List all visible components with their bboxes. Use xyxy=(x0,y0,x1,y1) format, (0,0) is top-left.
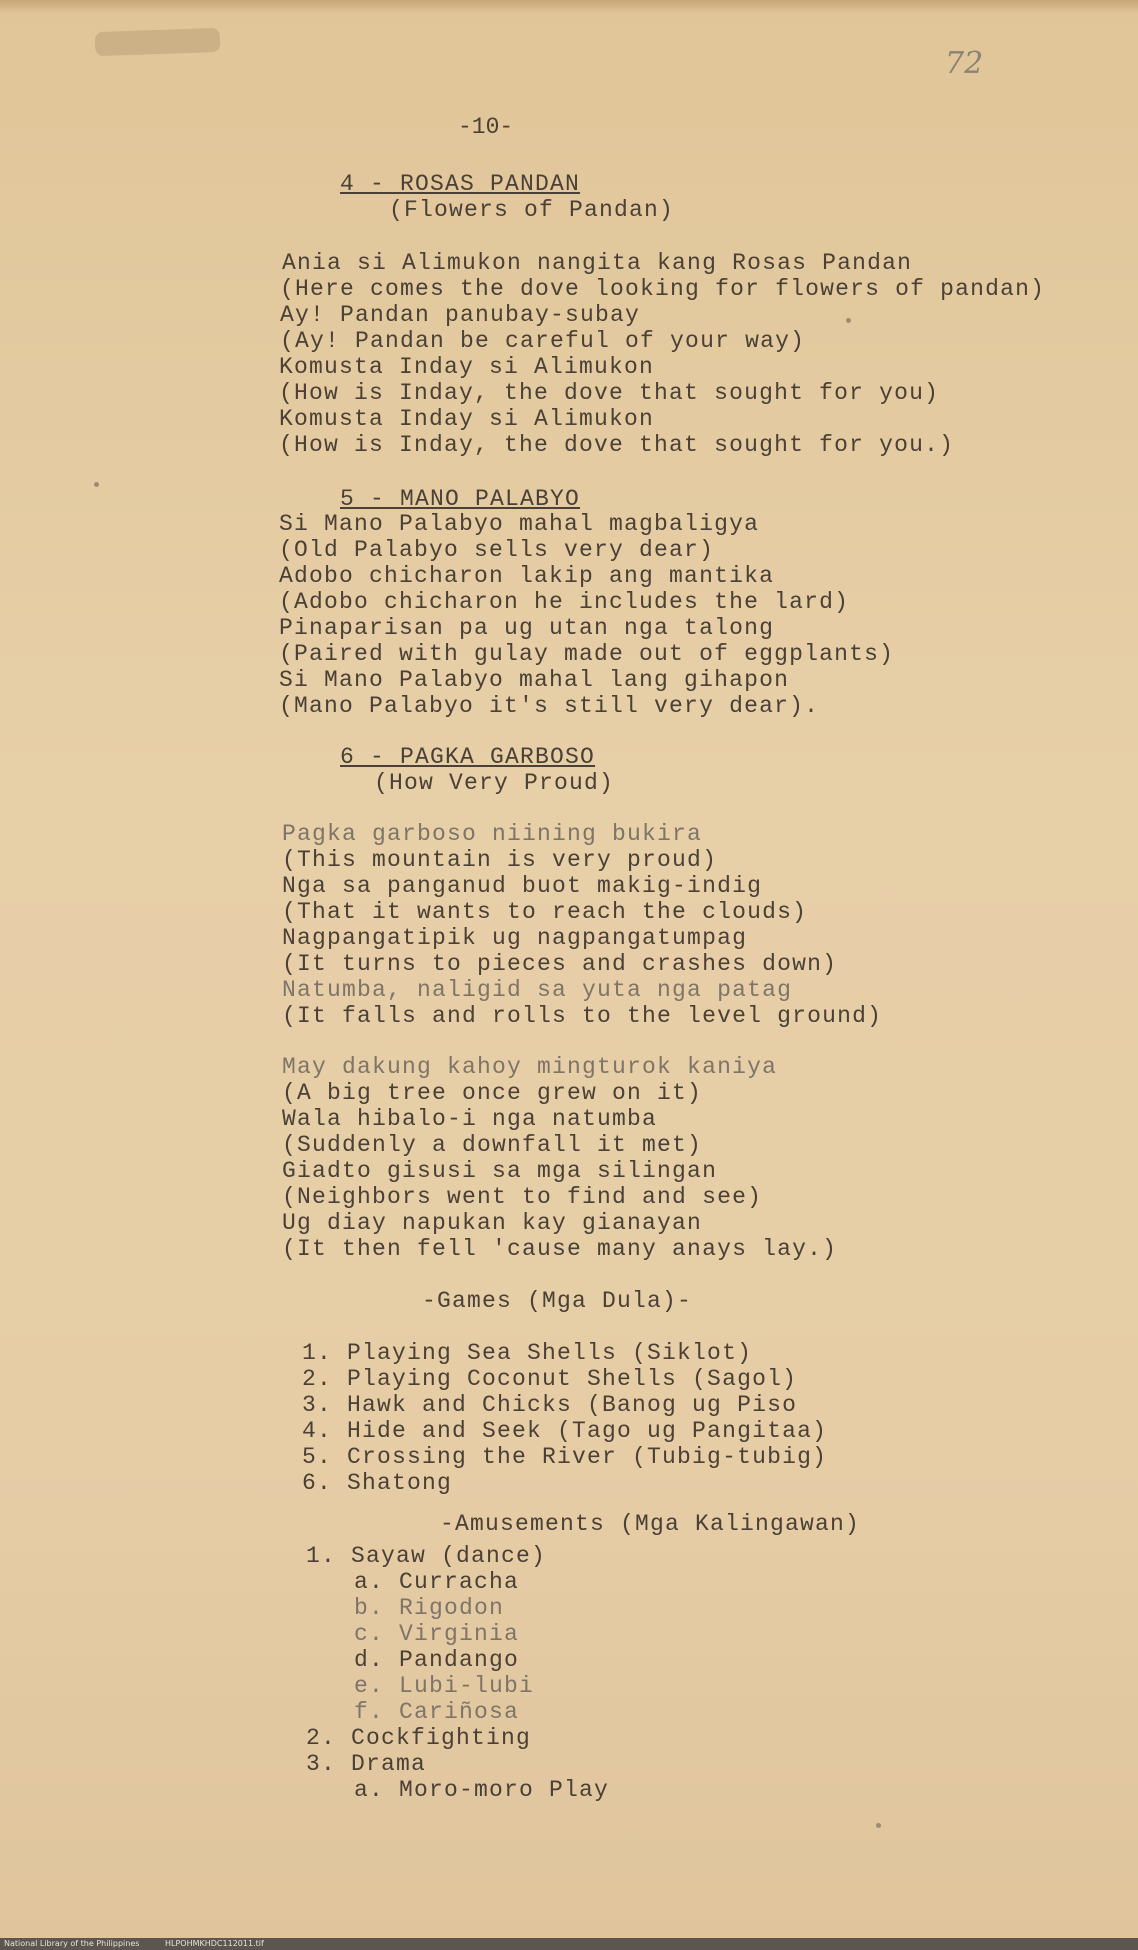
games-heading: -Games (Mga Dula)- xyxy=(422,1288,693,1314)
song-4-line: Ania si Alimukon nangita kang Rosas Pandan xyxy=(282,250,913,276)
games-item: 5. Crossing the River (Tubig-tubig) xyxy=(302,1444,828,1470)
song-4-line: (How is Inday, the dove that sought for you.) xyxy=(279,432,955,458)
song-4-line: (How is Inday, the dove that sought for you) xyxy=(279,380,940,406)
song-6-line: Giadto gisusi sa mga silingan xyxy=(282,1158,718,1184)
song-6-line: Ug diay napukan kay gianayan xyxy=(282,1210,703,1236)
scan-footer xyxy=(0,1938,1138,1950)
page-number: -10- xyxy=(458,114,514,140)
song-5-heading: 5 - MANO PALABYO xyxy=(340,486,581,512)
song-6-line: (It turns to pieces and crashes down) xyxy=(282,951,838,977)
games-item: 4. Hide and Seek (Tago ug Pangitaa) xyxy=(302,1418,828,1444)
song-6-line: (It falls and rolls to the level ground) xyxy=(282,1003,883,1029)
games-item: 1. Playing Sea Shells (Siklot) xyxy=(302,1340,753,1366)
song-6-line: (This mountain is very proud) xyxy=(282,847,718,873)
games-item: 3. Hawk and Chicks (Banog ug Piso xyxy=(302,1392,798,1418)
amusements-heading: -Amusements (Mga Kalingawan) xyxy=(440,1511,861,1537)
song-4-line: Komusta Inday si Alimukon xyxy=(279,406,655,432)
song-6-line: Nagpangatipik ug nagpangatumpag xyxy=(282,925,748,951)
amusements-subitem: f. Cariñosa xyxy=(354,1699,520,1725)
song-5-line: (Old Palabyo sells very dear) xyxy=(279,537,715,563)
song-6-heading: 6 - PAGKA GARBOSO xyxy=(340,744,596,770)
games-item: 6. Shatong xyxy=(302,1470,453,1496)
amusements-item: 3. Drama xyxy=(306,1751,427,1777)
song-4-line: (Here comes the dove looking for flowers of pandan) xyxy=(280,276,1046,302)
song-4-heading: 4 - ROSAS PANDAN xyxy=(340,171,581,197)
amusements-item: 2. Cockfighting xyxy=(306,1725,532,1751)
song-6-line: (It then fell 'cause many anays lay.) xyxy=(282,1236,838,1262)
song-5-line: Si Mano Palabyo mahal magbaligya xyxy=(279,511,760,537)
footer-library: National Library of the Philippines xyxy=(4,1939,140,1948)
song-5-line: Adobo chicharon lakip ang mantika xyxy=(279,563,775,589)
song-5-line: Si Mano Palabyo mahal lang gihapon xyxy=(279,667,790,693)
song-6-line: (Neighbors went to find and see) xyxy=(282,1184,763,1210)
song-6-line: Natumba, naligid sa yuta nga patag xyxy=(282,977,793,1003)
amusements-subitem: b. Rigodon xyxy=(354,1595,505,1621)
tape-mark xyxy=(95,28,221,56)
song-4-line: Komusta Inday si Alimukon xyxy=(279,354,655,380)
song-5-line: (Adobo chicharon he includes the lard) xyxy=(279,589,850,615)
top-edge-shadow xyxy=(0,0,1138,14)
paper-speck xyxy=(876,1823,881,1828)
song-6-line: (That it wants to reach the clouds) xyxy=(282,899,808,925)
song-6-line: Wala hibalo-i nga natumba xyxy=(282,1106,658,1132)
song-6-line: May dakung kahoy mingturok kaniya xyxy=(282,1054,778,1080)
song-6-line: Nga sa panganud buot makig-indig xyxy=(282,873,763,899)
paper-speck xyxy=(94,482,99,487)
song-5-line: (Mano Palabyo it's still very dear). xyxy=(279,693,820,719)
song-4-subtitle: (Flowers of Pandan) xyxy=(389,197,675,223)
amusements-subitem: a. Curracha xyxy=(354,1569,520,1595)
song-6-line: Pagka garboso niining bukira xyxy=(282,821,703,847)
amusements-subitem: e. Lubi-lubi xyxy=(354,1673,535,1699)
amusements-subitem: c. Virginia xyxy=(354,1621,520,1647)
song-6-line: (Suddenly a downfall it met) xyxy=(282,1132,703,1158)
song-5-line: Pinaparisan pa ug utan nga talong xyxy=(279,615,775,641)
song-4-line: (Ay! Pandan be careful of your way) xyxy=(280,328,806,354)
paper-speck xyxy=(846,318,851,323)
song-5-line: (Paired with gulay made out of eggplants) xyxy=(279,641,895,667)
song-6-line: (A big tree once grew on it) xyxy=(282,1080,703,1106)
song-4-line: Ay! Pandan panubay-subay xyxy=(280,302,641,328)
amusements-subitem: a. Moro-moro Play xyxy=(354,1777,610,1803)
amusements-item: 1. Sayaw (dance) xyxy=(306,1543,547,1569)
song-6-subtitle: (How Very Proud) xyxy=(374,770,615,796)
folio-number: 72 xyxy=(945,46,984,81)
footer-file: HLPOHMKHDC112011.tif xyxy=(165,1939,264,1948)
games-item: 2. Playing Coconut Shells (Sagol) xyxy=(302,1366,798,1392)
amusements-subitem: d. Pandango xyxy=(354,1647,520,1673)
